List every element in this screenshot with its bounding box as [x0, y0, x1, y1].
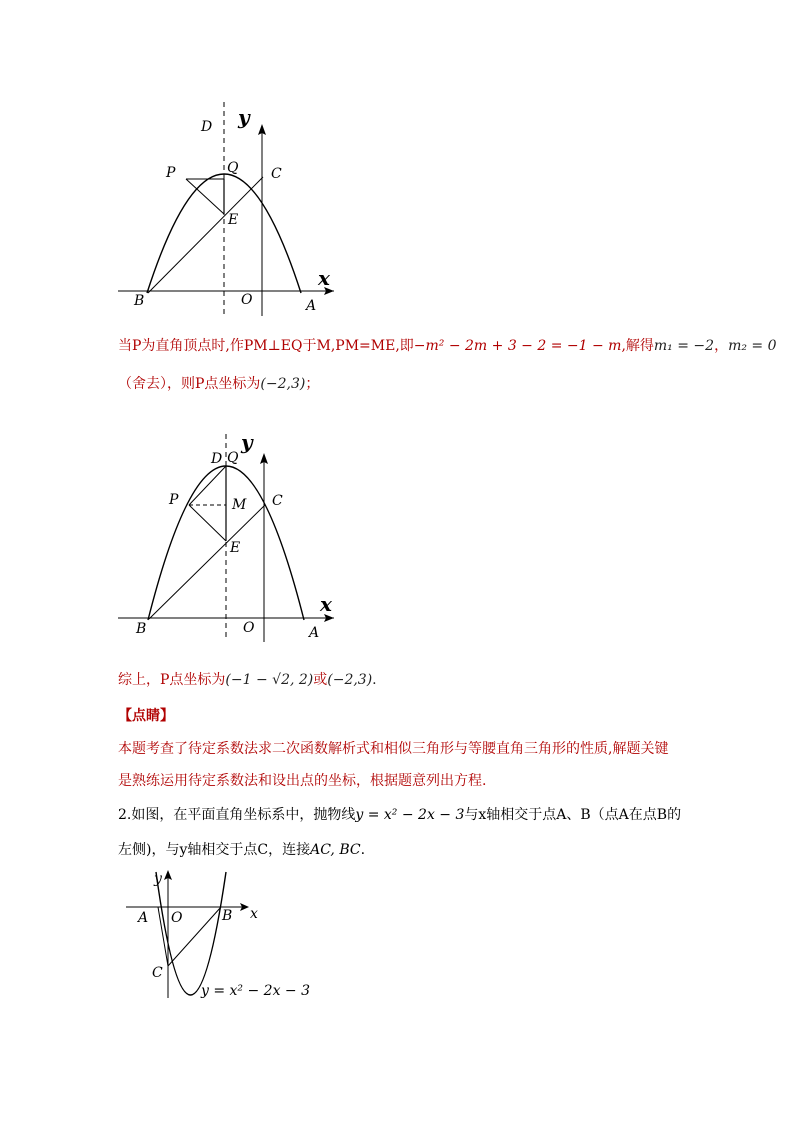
label-o-2: O — [243, 620, 255, 636]
label-o-3: O — [171, 910, 183, 926]
segment-pe-2 — [189, 505, 226, 541]
dianjing-heading: 【点睛】 — [118, 708, 174, 724]
summary-prefix: 综上，P点坐标为 — [118, 672, 226, 688]
figure-1 — [110, 95, 350, 320]
label-e-2: E — [230, 540, 241, 556]
figure-3 — [115, 862, 325, 1007]
label-x: x — [318, 266, 330, 290]
label-c-3: C — [152, 965, 163, 981]
label-o: O — [241, 292, 253, 308]
problem2-line2b: . — [360, 842, 366, 858]
problem2-line2a: 左侧)，与y轴相交于点C，连接 — [118, 842, 311, 858]
label-b-2: B — [136, 621, 147, 637]
problem2-line1 — [118, 803, 682, 827]
text1-part3: （舍去），则P点坐标为 — [118, 376, 261, 392]
summary-end: . — [372, 672, 377, 688]
label-y-3: y — [154, 871, 162, 887]
summary-or: 或 — [313, 672, 328, 688]
text1-part2: ,解得 — [621, 338, 654, 354]
text1-solution1: m₁ = −2 — [653, 338, 715, 354]
text1-end: ； — [305, 376, 320, 392]
label-d: D — [201, 119, 213, 135]
figure-2 — [110, 430, 350, 650]
problem2-segments: AC, BC — [310, 842, 361, 858]
label-e: E — [228, 212, 239, 228]
segment-pe-1 — [186, 179, 224, 214]
parabola-3 — [156, 872, 226, 995]
label-b-3: B — [222, 908, 233, 924]
problem2-part1: 2.如图，在平面直角坐标系中，抛物线 — [118, 807, 356, 823]
label-p-2: P — [169, 492, 179, 508]
label-y: y — [238, 105, 250, 129]
label-q: Q — [227, 160, 239, 176]
label-a-2: A — [309, 625, 320, 641]
label-a-3: A — [138, 910, 149, 926]
segment-pq-2 — [189, 466, 226, 505]
paragraph-right-angle-case — [118, 334, 777, 358]
label-d-2: D — [211, 451, 223, 467]
summary-coord1: (−1 − √2, 2) — [225, 672, 314, 688]
dianjing-line2: 是熟练运用待定系数法和设出点的坐标，根据题意列出方程. — [118, 773, 487, 789]
label-p: P — [166, 165, 176, 181]
problem2-part2: 与x轴相交于点A、B（点A在点B的 — [464, 807, 682, 823]
paragraph-summary — [118, 668, 678, 692]
problem2-line2 — [118, 838, 678, 862]
figure3-equation: y = x² − 2x − 3 — [201, 983, 311, 999]
label-b: B — [134, 293, 145, 309]
paragraph-right-angle-case-2 — [118, 372, 678, 396]
segment-bc-1 — [148, 177, 263, 293]
summary-coord2: (−2,3) — [327, 672, 373, 688]
text1-part1: 当P为直角顶点时,作PM⊥EQ于M,PM=ME,即 — [118, 338, 414, 354]
text1-equation: −m² − 2m + 3 − 2 = −1 − m — [413, 338, 622, 354]
text1-comma: ， — [714, 338, 729, 354]
text1-coord: (−2,3) — [260, 376, 306, 392]
label-m-2: M — [232, 497, 247, 513]
dianjing-line1: 本题考查了待定系数法求二次函数解析式和相似三角形与等腰直角三角形的性质,解题关键 — [118, 741, 669, 757]
label-x-3: x — [250, 906, 258, 922]
label-x-2: x — [320, 592, 332, 616]
label-c: C — [271, 166, 282, 182]
problem2-equation: y = x² − 2x − 3 — [355, 807, 465, 823]
label-c-2: C — [272, 493, 283, 509]
label-a: A — [306, 298, 317, 314]
label-q-2: Q — [227, 450, 239, 466]
text1-solution2: m₂ = 0 — [728, 338, 777, 354]
label-y-2: y — [241, 430, 253, 454]
